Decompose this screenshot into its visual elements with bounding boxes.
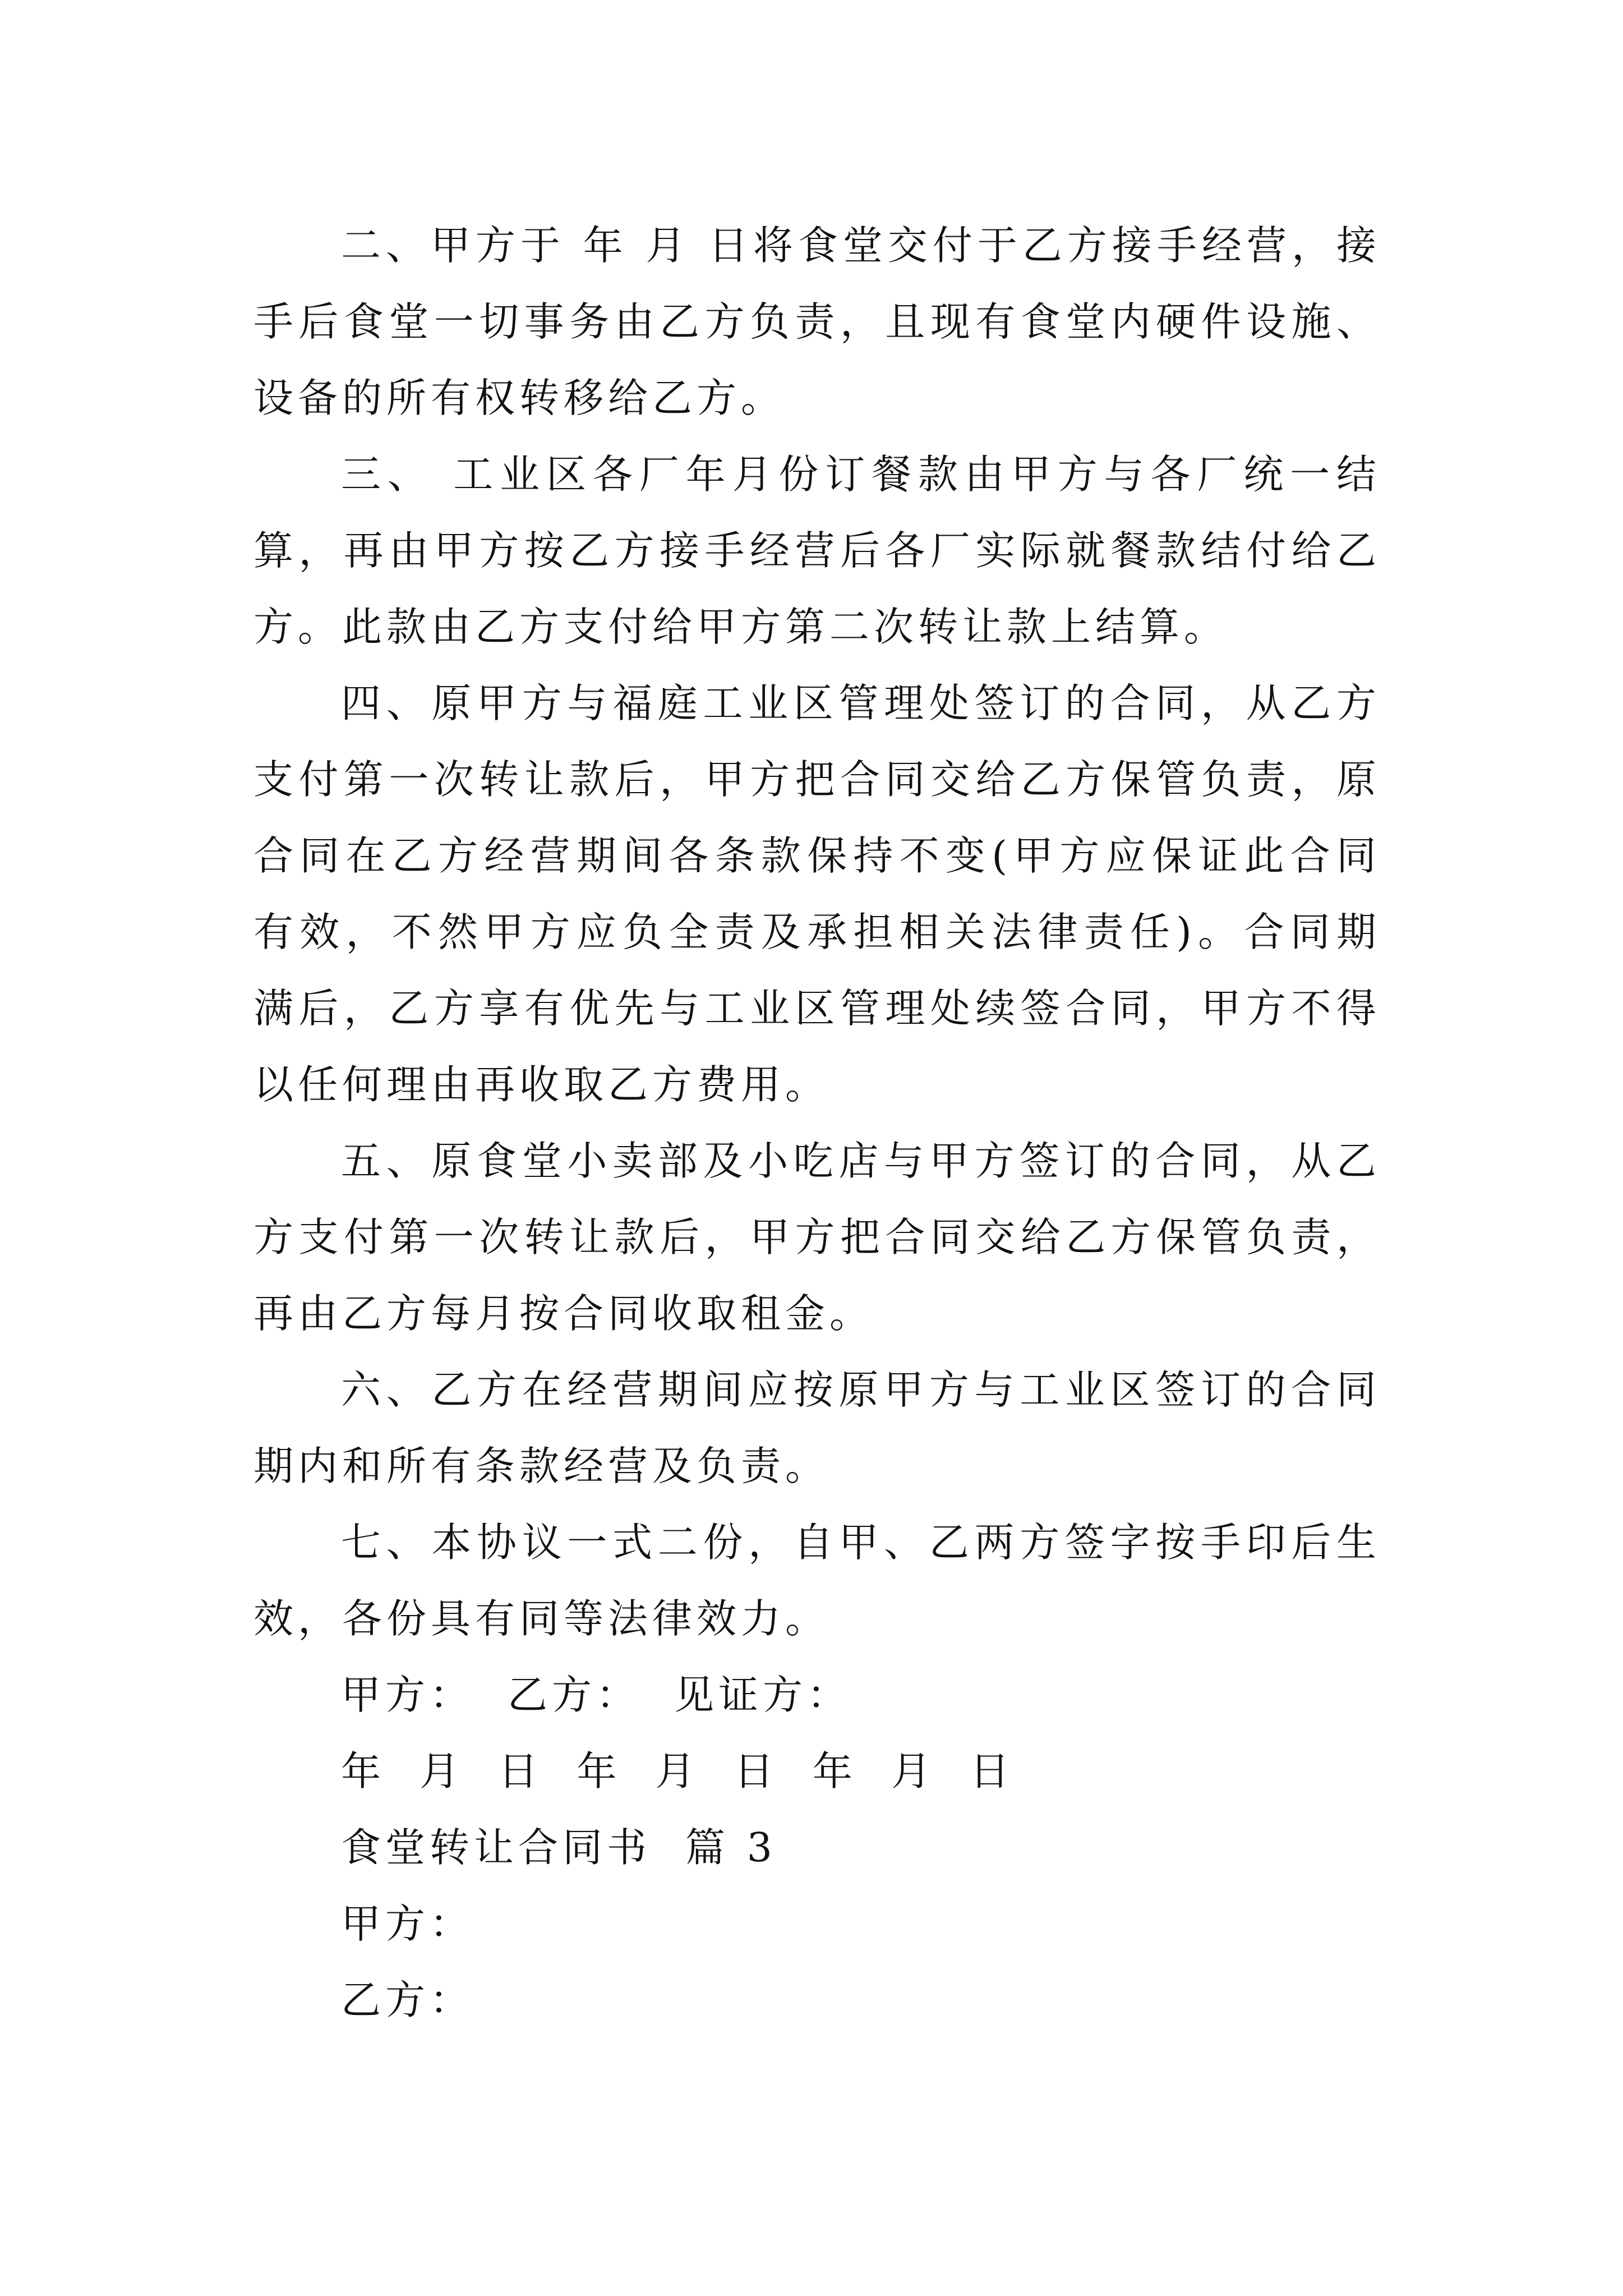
signature-party-a: 甲方： xyxy=(341,1672,474,1718)
document-body xyxy=(253,208,1381,2039)
party-b-label: 乙方： xyxy=(341,1977,474,2023)
clause-4: 四、原甲方与福庭工业区管理处签订的合同，从乙方支付第一次转让款后，甲方把合同交给乙方保管负责，原合同在乙方经营期间各条款保持不变(甲方应保证此合同有效，不然甲方应负全责及承担相关法律责任)。合同期满后，乙方享有优先与工业区管理处续签合同，甲方不得以任何理由再收取乙方费用。 xyxy=(253,680,1381,1108)
section-heading: 食堂转让合同书 篇 3 xyxy=(341,1824,777,1871)
clause-5: 五、原食堂小卖部及小吃店与甲方签订的合同，从乙方支付第一次转让款后，甲方把合同交给乙方保管负责，再由乙方每月按合同收取租金。 xyxy=(253,1138,1381,1337)
clause-3: 三、 工业区各厂年月份订餐款由甲方与各厂统一结算，再由甲方按乙方接手经营后各厂实际就餐款结付给乙方。此款由乙方支付给甲方第二次转让款上结算。 xyxy=(253,451,1381,650)
signature-line xyxy=(253,1657,1381,1733)
party-a-label: 甲方： xyxy=(341,1901,474,1947)
date-line: 年 月 日 年 月 日 年 月 日 xyxy=(341,1748,1015,1795)
clause-6: 六、乙方在经营期间应按原甲方与工业区签订的合同期内和所有条款经营及负责。 xyxy=(253,1366,1381,1489)
signature-party-b: 乙方： xyxy=(508,1672,641,1718)
clause-7: 七、本协议一式二份，自甲、乙两方签字按手印后生效，各份具有同等法律效力。 xyxy=(253,1519,1381,1642)
signature-witness: 见证方： xyxy=(674,1672,852,1718)
clause-2: 二、甲方于 年 月 日将食堂交付于乙方接手经营，接手后食堂一切事务由乙方负责，且现有食堂内硬件设施、设备的所有权转移给乙方。 xyxy=(253,222,1381,421)
